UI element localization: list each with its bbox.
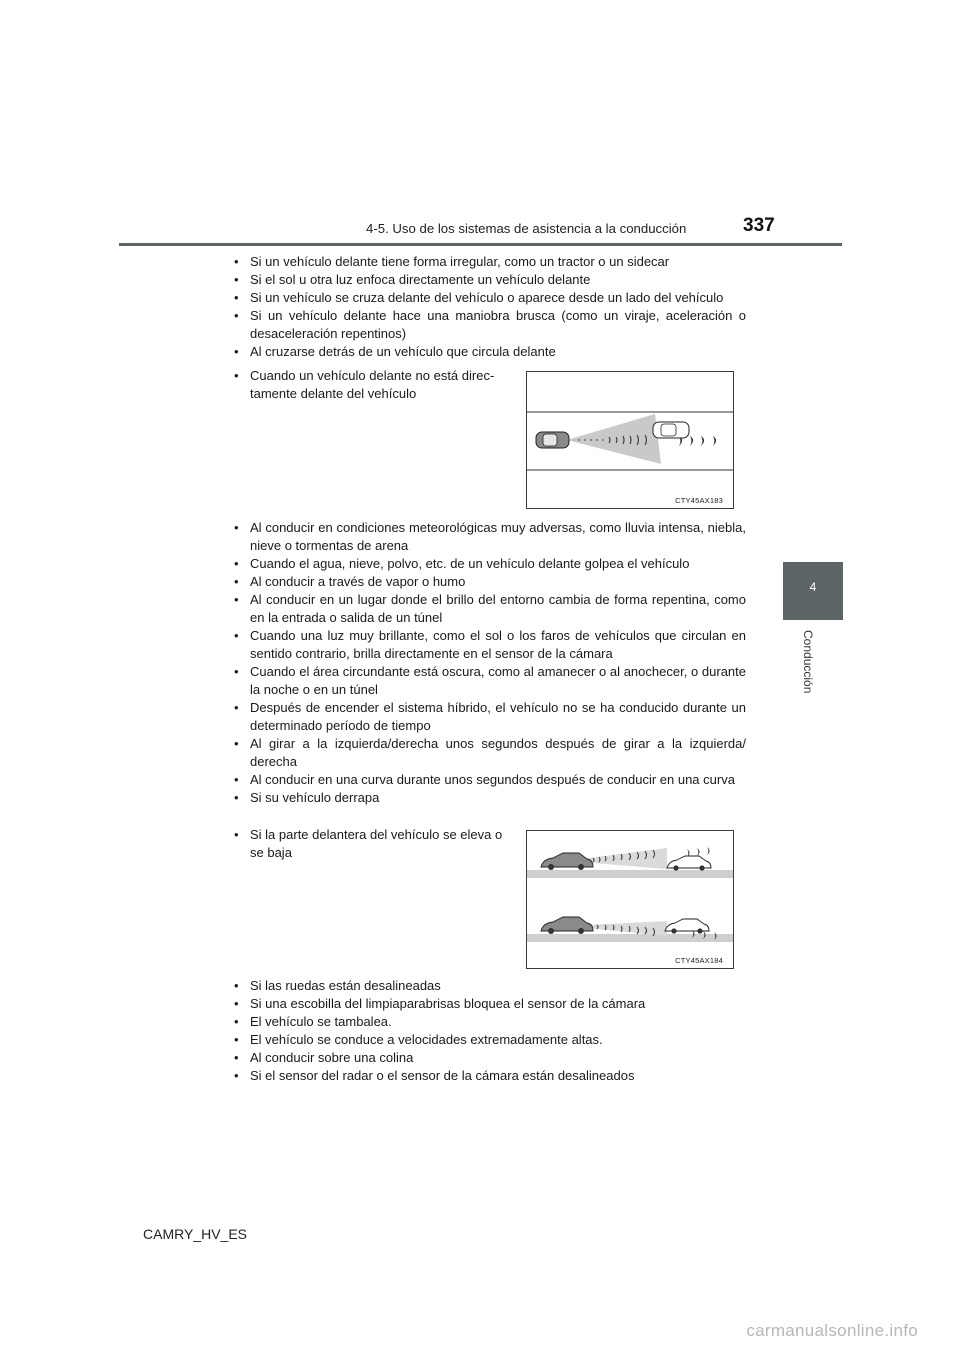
- list-item: • Si un vehículo se cruza delante del vehículo o aparece desde un lado del vehículo: [230, 289, 746, 307]
- list-item: • Al conducir sobre una colina: [230, 1049, 746, 1067]
- figure-2-caption: • Si la parte delantera del vehículo se eleva o se baja: [230, 826, 512, 862]
- list-item: • Cuando una luz muy brillante, como el sol o los faros de vehículos que circulan en sentido contrario, brilla directamente en el sensor de la cámara: [230, 627, 746, 663]
- list-item: • Si las ruedas están desalineadas: [230, 977, 746, 995]
- page-number: 337: [743, 215, 775, 236]
- list-item: • Si el sol u otra luz enfoca directamente un vehículo delante: [230, 271, 746, 289]
- list-item: • El vehículo se conduce a velocidades extremadamente altas.: [230, 1031, 746, 1049]
- chapter-label: Conducción: [801, 630, 815, 694]
- list-item: • Si su vehículo derrapa: [230, 789, 746, 807]
- bullet-list-1: [230, 253, 746, 361]
- list-item: • Si una escobilla del limpiaparabrisas bloquea el sensor de la cámara: [230, 995, 746, 1013]
- figure-1-caption: • Cuando un vehículo delante no está direc-tamente delante del vehículo: [230, 367, 512, 403]
- figure-offset-vehicle: [526, 371, 734, 509]
- own-car: [536, 432, 569, 448]
- list-item: • Si un vehículo delante hace una maniobra brusca (como un viraje, aceleración o desaceleración repentinos): [230, 307, 746, 343]
- list-item: • Si el sensor del radar o el sensor de la cámara están desalineados: [230, 1067, 746, 1085]
- list-item: • Al cruzarse detrás de un vehículo que circula delante: [230, 343, 746, 361]
- header-divider: [119, 243, 842, 246]
- chapter-tab: [783, 562, 843, 620]
- figure-2-caption-list: [230, 826, 512, 862]
- chapter-number: 4: [809, 580, 817, 594]
- figure-code: CTY45AX183: [675, 496, 723, 505]
- list-item: • Al conducir a través de vapor o humo: [230, 573, 746, 591]
- figure-1-caption-list: [230, 367, 512, 403]
- model-code: CAMRY_HV_ES: [143, 1226, 248, 1242]
- list-item: • Cuando el agua, nieve, polvo, etc. de un vehículo delante golpea el vehículo: [230, 555, 746, 573]
- figure-vehicle-pitch: [526, 830, 734, 969]
- section-title: 4-5. Uso de los sistemas de asistencia a la conducción: [366, 221, 687, 236]
- list-item: • Al conducir en un lugar donde el brillo del entorno cambia de forma repentina, como en la entrada o salida de un túnel: [230, 591, 746, 627]
- list-item: • Después de encender el sistema híbrido, el vehículo no se ha conducido durante un determinado período de tiempo: [230, 699, 746, 735]
- list-item: • El vehículo se tambalea.: [230, 1013, 746, 1031]
- list-item: • Al conducir en una curva durante unos segundos después de conducir en una curva: [230, 771, 746, 789]
- watermark: carmanualsonline.info: [746, 1321, 918, 1340]
- vehicle-pitch-illustration: [527, 831, 733, 968]
- list-item: • Si un vehículo delante tiene forma irregular, como un tractor o un sidecar: [230, 253, 746, 271]
- offset-vehicle-illustration: [527, 372, 733, 508]
- list-item: • Cuando el área circundante está oscura, como al amanecer o al anochecer, o durante la noche o en un túnel: [230, 663, 746, 699]
- list-item: • Al girar a la izquierda/derecha unos segundos después de girar a la izquierda/ derecha: [230, 735, 746, 771]
- list-item: • Al conducir en condiciones meteorológicas muy adversas, como lluvia intensa, niebla, nieve o tormentas de arena: [230, 519, 746, 555]
- bullet-list-2: [230, 519, 746, 807]
- bullet-list-3: [230, 977, 746, 1085]
- figure-code: CTY45AX184: [675, 956, 723, 965]
